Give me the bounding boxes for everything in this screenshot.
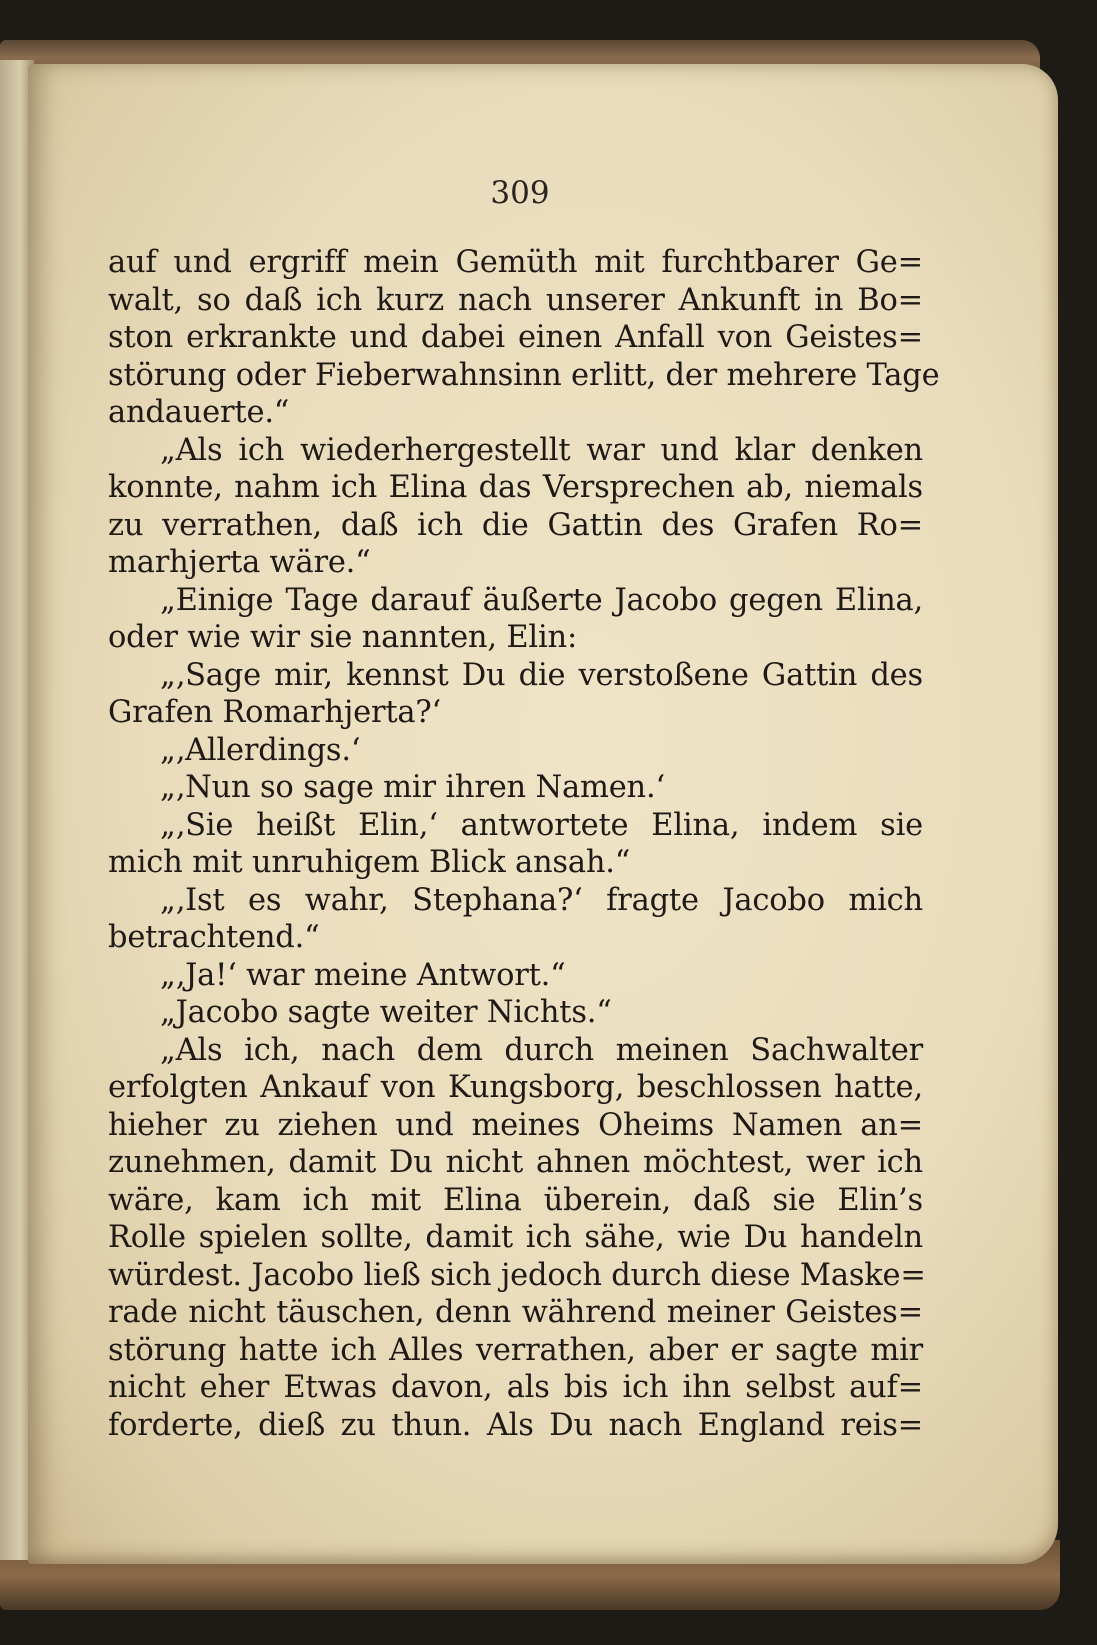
text-line: Grafen Romarhjerta?‘ xyxy=(108,695,442,730)
text-line: „Jacobo sagte weiter Nichts.“ xyxy=(160,995,612,1030)
text-line: hieher zu ziehen und meines Oheims Namen an= xyxy=(108,1107,923,1143)
text-line: würdest. Jacobo ließ sich jedoch durch diese Maske= xyxy=(108,1257,926,1293)
text-line: Rolle spielen sollte, damit ich sähe, wie Du handeln xyxy=(108,1220,923,1255)
text-line: betrachtend.“ xyxy=(108,920,320,955)
text-line: „‚Ist es wahr, Stephana?‘ fragte Jacobo mich xyxy=(160,882,923,918)
text-line: forderte, dieß zu thun. Als Du nach England reis= xyxy=(108,1407,923,1443)
text-line: zunehmen, damit Du nicht ahnen möchtest, wer ich xyxy=(108,1145,923,1180)
text-line: mich mit unruhigem Blick ansah.“ xyxy=(108,845,631,880)
text-line: auf und ergriff mein Gemüth mit furchtbarer Ge= xyxy=(108,245,923,280)
text-line: störung hatte ich Alles verrathen, aber er sagte mir xyxy=(108,1332,923,1368)
text-line: ston erkrankte und dabei einen Anfall von Geistes= xyxy=(108,320,923,355)
text-line: walt, so daß ich kurz nach unserer Ankunft in Bo= xyxy=(108,282,923,318)
text-line: erfolgten Ankauf von Kungsborg, beschlossen hatte, xyxy=(108,1070,923,1105)
text-line: „Als ich wiederhergestellt war und klar denken xyxy=(160,432,923,468)
text-line: wäre, kam ich mit Elina überein, daß sie Elin’s xyxy=(108,1182,923,1218)
text-line: „‚Ja!‘ war meine Antwort.“ xyxy=(160,957,566,993)
text-line: konnte, nahm ich Elina das Versprechen ab, niemals xyxy=(108,470,923,505)
text-line: andauerte.“ xyxy=(108,395,290,430)
text-line: oder wie wir sie nannten, Elin: xyxy=(108,620,578,655)
text-line: „‚Nun so sage mir ihren Namen.‘ xyxy=(160,770,665,805)
text-line: „‚Sie heißt Elin,‘ antwortete Elina, indem sie xyxy=(160,807,923,843)
text-line: zu verrathen, daß ich die Gattin des Grafen Ro= xyxy=(108,507,923,543)
text-line: marhjerta wäre.“ xyxy=(108,545,371,580)
text-line: „Einige Tage darauf äußerte Jacobo gegen Elina, xyxy=(160,582,923,618)
page-number: 309 xyxy=(490,175,550,211)
body-text xyxy=(108,244,940,1444)
text-line: „‚Sage mir, kennst Du die verstoßene Gattin des xyxy=(160,657,923,693)
text-line: störung oder Fieberwahnsinn erlitt, der mehrere Tage xyxy=(108,357,940,393)
text-line: „‚Allerdings.‘ xyxy=(160,732,361,768)
text-line: nicht eher Etwas davon, als bis ich ihn selbst auf= xyxy=(108,1370,923,1405)
text-line: rade nicht täuschen, denn während meiner Geistes= xyxy=(108,1295,923,1330)
text-line: „Als ich, nach dem durch meinen Sachwalter xyxy=(160,1032,923,1068)
